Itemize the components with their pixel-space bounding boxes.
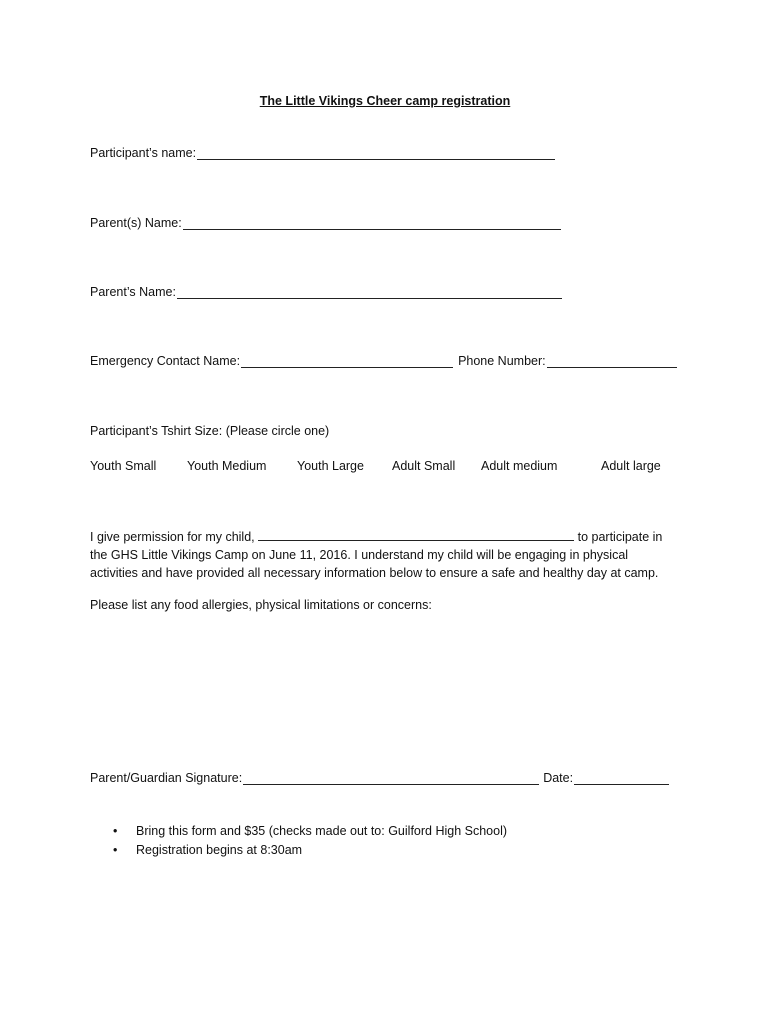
emergency-contact-blank[interactable] [241,355,453,368]
parent-name-label: Parent’s Name: [90,285,176,299]
size-youth-large[interactable]: Youth Large [297,459,364,473]
size-youth-medium[interactable]: Youth Medium [187,459,267,473]
permission-line-1 [90,528,680,546]
instructions-list [90,822,507,860]
emergency-contact-row [90,354,677,368]
parents-name-blank[interactable] [183,217,561,230]
permission-start: I give permission for my child, [90,530,255,544]
emergency-contact-label: Emergency Contact Name: [90,354,241,368]
list-item [90,841,507,860]
parent-name-blank[interactable] [177,286,562,299]
size-adult-small[interactable]: Adult Small [392,459,456,473]
size-adult-medium[interactable]: Adult medium [481,459,558,473]
signature-blank[interactable] [243,772,539,785]
bullet-icon: • [113,824,118,838]
form-title: The Little Vikings Cheer camp registration [259,94,511,108]
date-label: Date: [543,771,574,785]
child-name-blank[interactable] [258,529,574,541]
permission-paragraph [90,528,680,582]
parent-name-row [90,285,562,299]
date-blank[interactable] [574,772,669,785]
participant-name-label: Participant’s name: [90,146,197,160]
participant-name-row [90,146,555,160]
parents-name-row [90,216,561,230]
allergies-label: Please list any food allergies, physical limitations or concerns: [90,598,432,612]
bullet-icon: • [113,843,118,857]
signature-row [90,771,669,785]
size-adult-large[interactable]: Adult large [601,459,661,473]
list-item [90,822,507,841]
size-youth-small[interactable]: Youth Small [90,459,157,473]
signature-label: Parent/Guardian Signature: [90,771,243,785]
bullet-text-registration-time: Registration begins at 8:30am [136,843,303,857]
permission-line-2: the GHS Little Vikings Camp on June 11, 2016. I understand my child will be engaging in physical [90,548,629,562]
parents-name-label: Parent(s) Name: [90,216,182,230]
participant-name-blank[interactable] [197,147,555,160]
bullet-text-fee: Bring this form and $35 (checks made out to: Guilford High School) [136,824,508,838]
permission-rest-line1: to participate in [577,530,663,544]
phone-number-blank[interactable] [547,355,677,368]
permission-line-3: activities and have provided all necessary information below to ensure a safe and healthy day at camp. [90,566,659,580]
tshirt-size-label: Participant’s Tshirt Size: (Please circle one) [90,424,330,438]
phone-number-label: Phone Number: [458,354,546,368]
